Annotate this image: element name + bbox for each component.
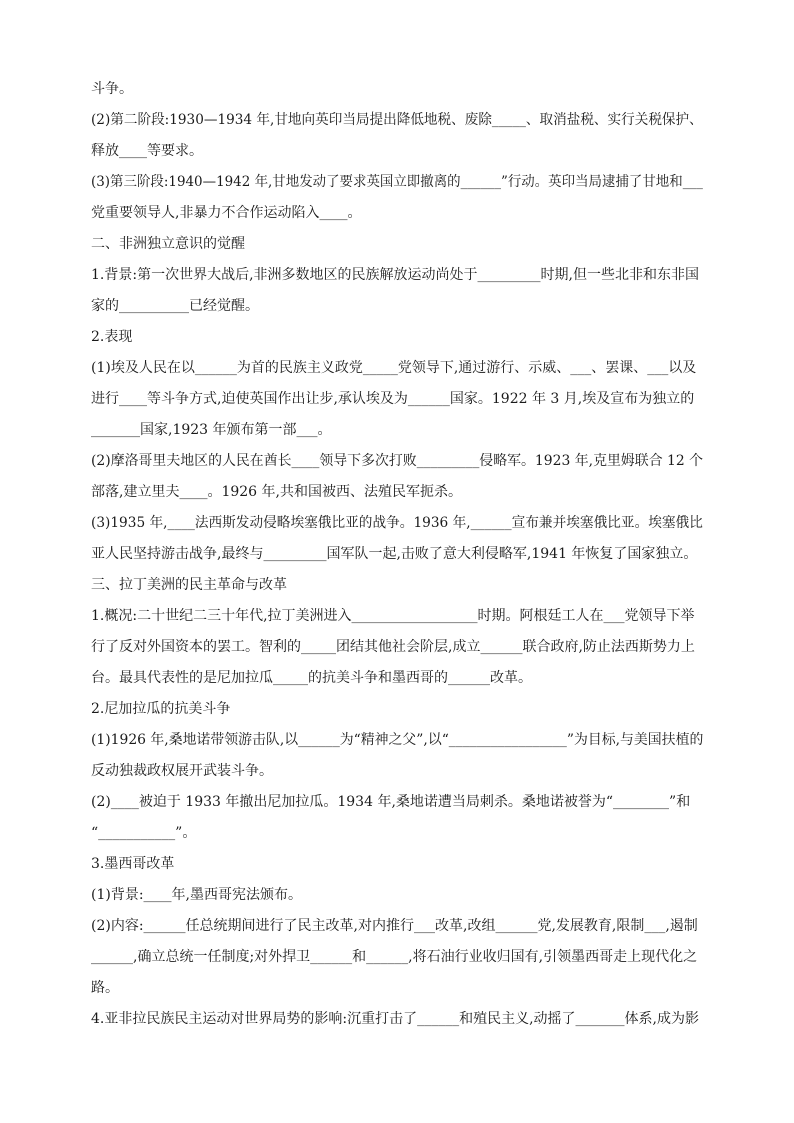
text-line: (1)背景:____年,墨西哥宪法颁布。 [91, 887, 302, 903]
text-line: 亚人民坚持游击战争,最终与_________国军队一起,击败了意大利侵略军,1941 年恢复了国家独立。 [91, 546, 698, 562]
text-line: (2)内容:______任总统期间进行了民主改革,对内推行___改革,改组______党,发展教育,限制___,遏制 [91, 918, 698, 934]
text-line: _______国家,1923 年颁布第一部___。 [91, 422, 332, 438]
text-line: 部落,建立里夫____。1926 年,共和国被西、法殖民军扼杀。 [91, 484, 462, 500]
text-line: (1)埃及人民在以______为首的民族主义政党_____党领导下,通过游行、示威、___、罢课、___以及 [91, 360, 697, 376]
text-line: 党重要领导人,非暴力不合作运动陷入____。 [91, 205, 362, 221]
text-line: 家的__________已经觉醒。 [91, 298, 259, 314]
text-line: (2)摩洛哥里夫地区的人民在酋长____领导下多次打败_________侵略军。1923 年,克里姆联合 12 个 [91, 453, 704, 469]
text-line: 台。最具代表性的是尼加拉瓜_____的抗美斗争和墨西哥的______改革。 [91, 670, 532, 686]
text-line: 释放____等要求。 [91, 143, 203, 159]
text-line: 行了反对外国资本的罢工。智利的_____团结其他社会阶层,成立______联合政府,防止法西斯势力上 [91, 639, 695, 655]
text-line: 反动独裁政权展开武装斗争。 [91, 763, 273, 779]
text-line: 路。 [91, 980, 119, 996]
text-line: (3)第三阶段:1940—1942 年,甘地发动了要求英国立即撤离的______”行动。英印当局逮捕了甘地和___ [91, 174, 703, 190]
text-line: ______,确立总统一任制度;对外捍卫______和______,将石油行业收归国有,引领墨西哥走上现代化之 [91, 949, 698, 965]
subsection-heading: 2.表现 [91, 329, 133, 345]
subsection-heading: 2.尼加拉瓜的抗美斗争 [91, 701, 231, 717]
text-line: (3)1935 年,____法西斯发动侵略埃塞俄比亚的战争。1936 年,______宣布兼并埃塞俄比亚。埃塞俄比 [91, 515, 703, 531]
text-line: 进行____等斗争方式,迫使英国作出让步,承认埃及为______国家。1922 年 3 月,埃及宣布为独立的 [91, 391, 695, 407]
text-line: (1)1926 年,桑地诺带领游击队,以______为“精神之父”,以“_________________”为目标,与美国扶植的 [91, 732, 704, 748]
subsection-heading: 3.墨西哥改革 [91, 856, 175, 872]
text-line: 1.背景:第一次世界大战后,非洲多数地区的民族解放运动尚处于_________时期,但一些北非和东非国 [91, 267, 699, 283]
text-line: 4.亚非拉民族民主运动对世界局势的影响:沉重打击了______和殖民主义,动摇了_______体系,成为影 [91, 1011, 699, 1027]
text-line: (2)____被迫于 1933 年撤出尼加拉瓜。1934 年,桑地诺遭当局刺杀。桑地诺被誉为“________”和 [91, 794, 691, 810]
text-line: 斗争。 [91, 81, 133, 97]
text-line: “___________”。 [91, 825, 197, 841]
text-line: 1.概况:二十世纪二三十年代,拉丁美洲进入__________________时期。阿根廷工人在___党领导下举 [91, 608, 695, 624]
text-line: (2)第二阶段:1930—1934 年,甘地向英印当局提出降低地税、废除_____、取消盐税、实行关税保护、 [91, 112, 703, 128]
section-heading: 二、非洲独立意识的觉醒 [91, 236, 245, 252]
section-heading: 三、拉丁美洲的民主革命与改革 [91, 577, 287, 593]
